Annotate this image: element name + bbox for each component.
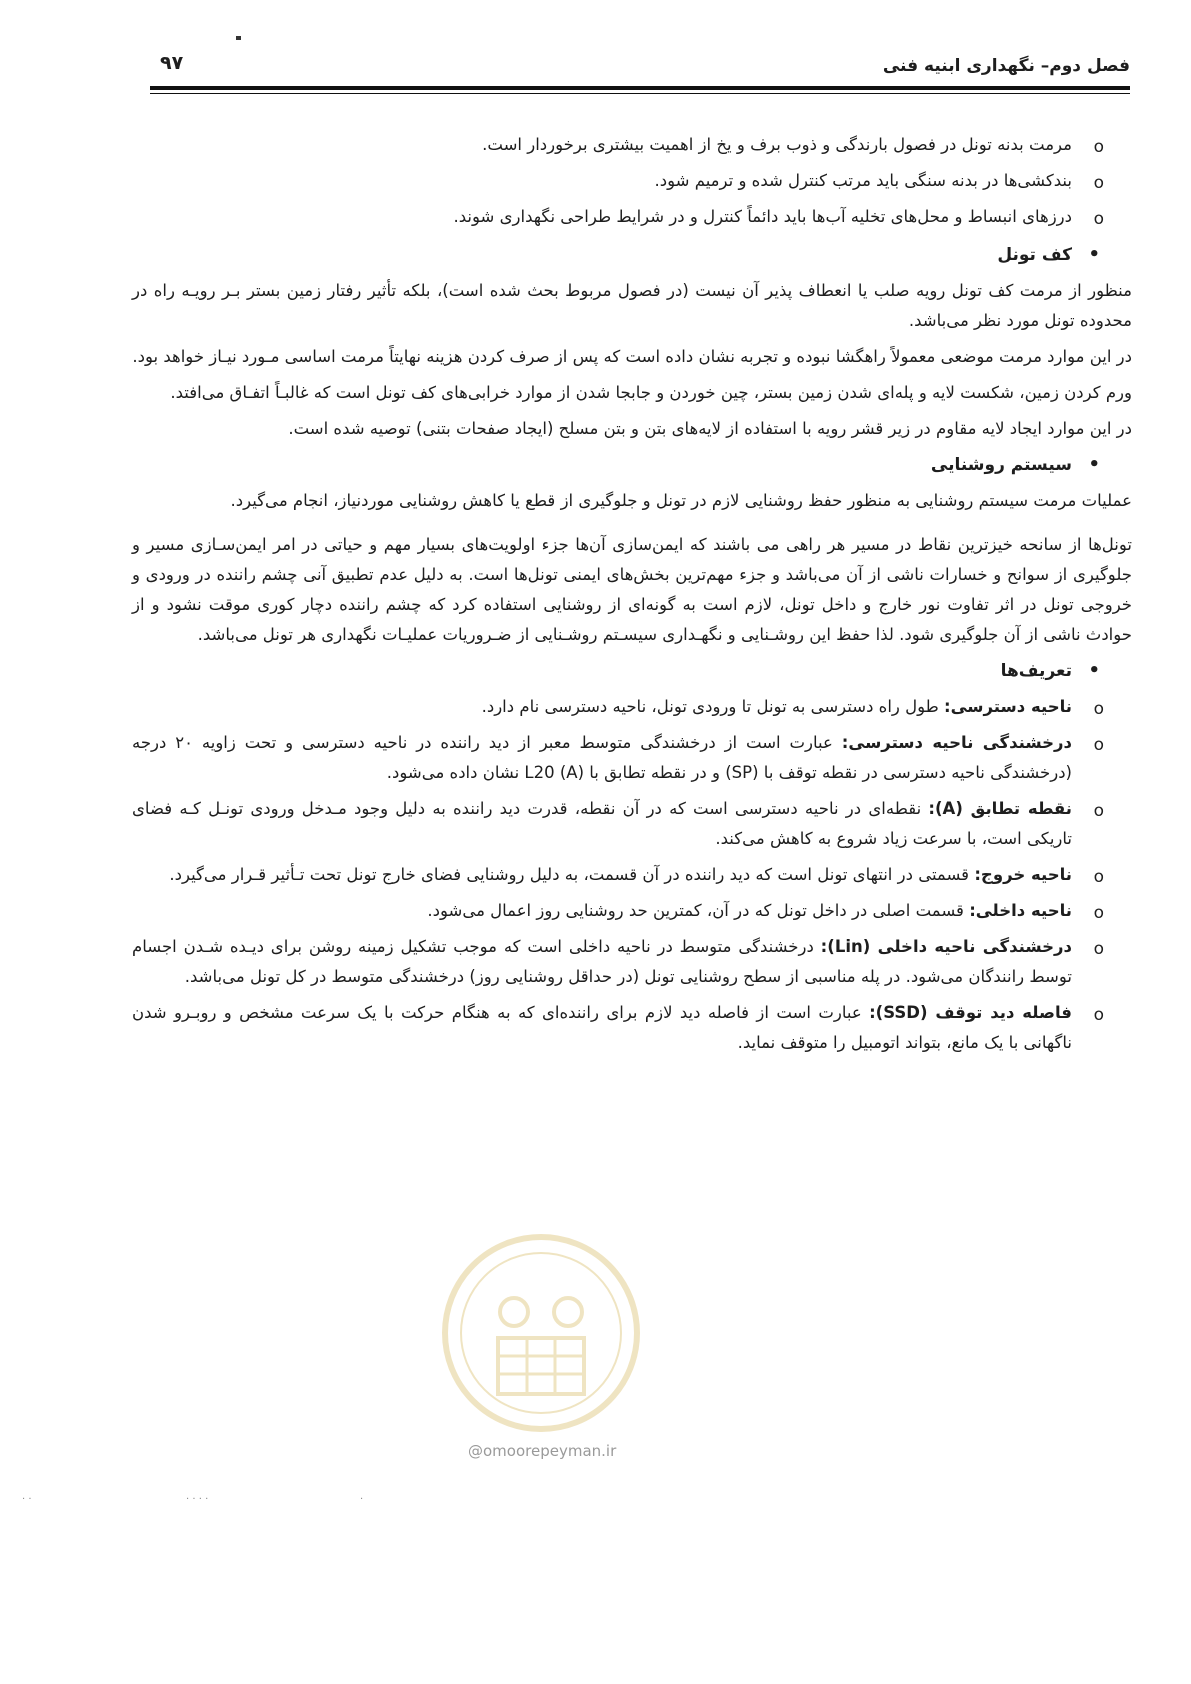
- definitions-list: [132, 692, 1132, 1058]
- definition-item: [132, 794, 1132, 854]
- definition-text: قسمت اصلی در داخل تونل که در آن، کمترین حد روشنایی روز اعمال می‌شود.: [427, 901, 970, 920]
- paragraph: عملیات مرمت سیستم روشنایی به منظور حفظ روشنایی لازم در تونل و جلوگیری از قطع یا کاهش روشنایی موردنیاز، انجام می‌گیرد.: [230, 491, 1132, 510]
- definition-item: [132, 998, 1132, 1058]
- definition-item: [132, 692, 1132, 722]
- page-body: [132, 130, 1132, 1066]
- scan-speck: · ·: [22, 1494, 32, 1505]
- list-item: o مرمت بدنه تونل در فصول بارندگی و ذوب برف و یخ از اهمیت بیشتری برخوردار است.: [132, 130, 1132, 160]
- circle-bullet-icon: o: [1093, 699, 1104, 719]
- circle-bullet-icon: o: [1093, 903, 1104, 923]
- circle-bullet-icon: o: [1093, 867, 1104, 887]
- definition-term: فاصله دید توقف (SSD):: [869, 1003, 1072, 1022]
- circle-bullet-icon: o: [1093, 173, 1104, 193]
- bullet-icon: •: [1088, 454, 1100, 475]
- definition-term: ناحیه داخلی:: [969, 901, 1072, 920]
- publisher-seal-logo: [436, 1228, 646, 1438]
- page-header: [150, 52, 1130, 82]
- watermark-url: @omoorepeyman.ir: [468, 1442, 617, 1460]
- header-rule-thick: [150, 86, 1130, 90]
- definition-term: نقطه تطابق (A):: [928, 799, 1072, 818]
- definition-text: عبارت است از فاصله دید لازم برای راننده‌ای که به هنگام حرکت با یک سرعت مشخص و روبـرو شدن ناگهانی با یک مانع، بتواند اتومبیل را متوقف نماید.: [132, 1003, 1072, 1052]
- bullet-icon: •: [1088, 660, 1100, 681]
- scan-speck: ·: [360, 1494, 364, 1505]
- header-rule-thin: [150, 93, 1130, 94]
- circle-bullet-icon: o: [1093, 735, 1104, 755]
- maintenance-list: [132, 130, 1132, 232]
- definition-term: درخشندگی ناحیه داخلی (Lin):: [820, 937, 1072, 956]
- corner-mark: [236, 36, 241, 40]
- list-item: o بندکشی‌ها در بدنه سنگی باید مرتب کنترل شده و ترمیم شود.: [132, 166, 1132, 196]
- running-title: فصل دوم– نگهداری ابنیه فنی: [882, 56, 1130, 76]
- paragraph: ورم کردن زمین، شکست لایه و پله‌ای شدن زمین بستر، چین خوردن و جابجا شدن از موارد خرابی‌های کف تونل است که غالبـاً اتفـاق می‌افتد.: [170, 383, 1132, 402]
- circle-bullet-icon: o: [1093, 1005, 1104, 1025]
- definition-term: ناحیه دسترسی:: [944, 697, 1072, 716]
- definition-term: ناحیه خروج:: [974, 865, 1072, 884]
- circle-bullet-icon: o: [1093, 137, 1104, 157]
- definition-text: قسمتی در انتهای تونل است که دید راننده در آن قسمت، به دلیل روشنایی فضای خارج تونل تحت تـأثیر قـرار می‌گیرد.: [169, 865, 975, 884]
- section-heading-lighting: • سیستم روشنایی: [132, 450, 1132, 480]
- paragraph: منظور از مرمت کف تونل رویه صلب یا انعطاف پذیر آن نیست (در فصول مربوط بحث شده است)، بلکه تأثیر رفتار زمین بستر بـر رویـه راه در محدوده تونل مورد نظر می‌باشد.: [132, 281, 1132, 330]
- circle-bullet-icon: o: [1093, 209, 1104, 229]
- paragraph: در این موارد مرمت موضعی معمولاً راهگشا نبوده و تجربه نشان داده است که پس از صرف کردن هزینه نهایتاً مرمت اساسی مـورد نیـاز خواهد بود.: [132, 347, 1132, 366]
- paragraph: در این موارد ایجاد لایه مقاوم در زیر قشر رویه با استفاده از لایه‌های بتن و بتن مسلح (ایجاد صفحات بتنی) توصیه شده است.: [288, 419, 1132, 438]
- definition-item: [132, 728, 1132, 788]
- definition-text: نقطه‌ای در ناحیه دسترسی است که در آن نقطه، قدرت دید راننده به دلیل وجود مـدخل ورودی تونـل کـه فضای تاریکی است، با سرعت زیاد شروع به کاهش می‌کند.: [132, 799, 1072, 848]
- page-number: ۹۷: [160, 52, 184, 74]
- definition-item: [132, 860, 1132, 890]
- definition-item: [132, 896, 1132, 926]
- definition-text: عبارت است از درخشندگی متوسط معبر از دید راننده در ناحیه دسترسی و تحت زاویه ۲۰ درجه (درخشندگی ناحیه دسترسی در نقطه توقف با (SP) و در نقطه تطابق با (L20 (A نشان داده می‌شود.: [132, 733, 1072, 782]
- circle-bullet-icon: o: [1093, 801, 1104, 821]
- circle-bullet-icon: o: [1093, 939, 1104, 959]
- definition-text: درخشندگی متوسط در ناحیه داخلی است که موجب تشکیل زمینه روشن برای دیـده شـدن اجسام توسط رانندگان می‌شود. در پله مناسبی از سطح روشنایی تونل (در حداقل روشنایی روز) درخشندگی متوسط در کل تونل می‌باشد.: [132, 937, 1072, 986]
- section-heading-definitions: • تعریف‌ها: [132, 656, 1132, 686]
- scan-speck: · · · ·: [186, 1494, 209, 1505]
- definition-item: [132, 932, 1132, 992]
- definition-text: طول راه دسترسی به تونل تا ورودی تونل، ناحیه دسترسی نام دارد.: [481, 697, 945, 716]
- section-heading-tunnel-floor: • کف تونل: [132, 240, 1132, 270]
- bullet-icon: •: [1088, 244, 1100, 265]
- list-item: o درزهای انبساط و محل‌های تخلیه آب‌ها باید دائماً کنترل و در شرایط طراحی نگهداری شوند.: [132, 202, 1132, 232]
- definition-term: درخشندگی ناحیه دسترسی:: [841, 733, 1073, 752]
- paragraph: تونل‌ها از سانحه خیزترین نقاط در مسیر هر راهی می باشند که ایمن‌سازی آن‌ها جزء اولویت‌های بسیار مهم و حیاتی در امر ایمن‌سـازی مسیر و جلوگیری از سوانح و خسارات ناشی از آن می‌باشد و جزء مهم‌ترین بخش‌های ایمنی تونل‌ها است. به دلیل عدم تطبیق آنی چشم راننده در ورودی و خروجی تونل در اثر تفاوت نور خارج و داخل تونل، لازم است به گونه‌ای از روشنایی استفاده کرد که چشم راننده دچار کوری موقت نشود و از حوادث ناشی از آن جلوگیری شود. لذا حفظ این روشـنایی و نگهـداری سیسـتم روشـنایی از ضـروریات عملیـات نگهداری هر تونل می‌باشد.: [132, 535, 1132, 644]
